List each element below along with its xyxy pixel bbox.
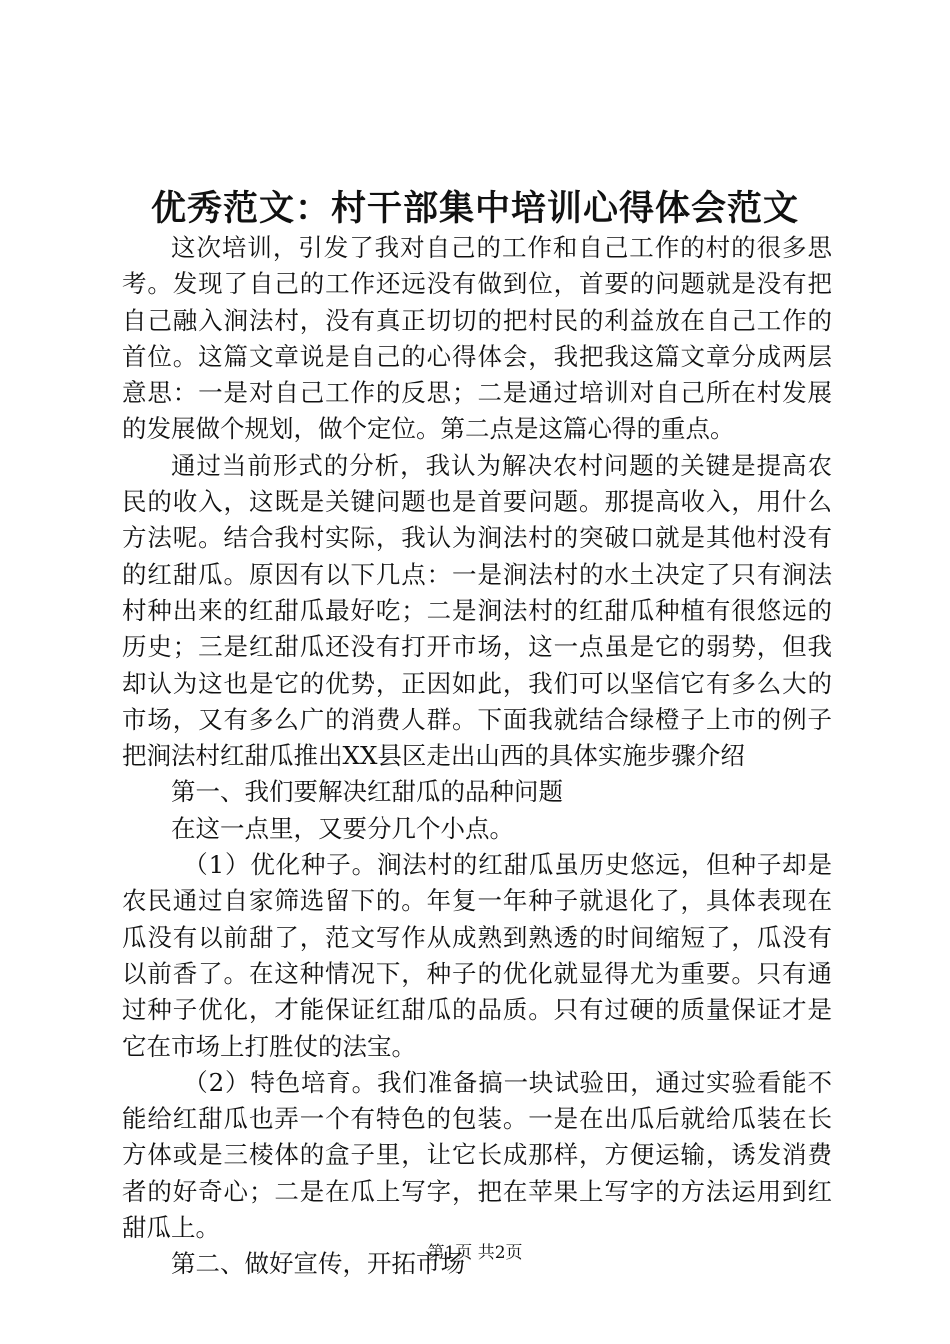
paragraph-seed-optimization: （1）优化种子。涧法村的红甜瓜虽历史悠远，但种子却是农民通过自家筛选留下的。年复一年种子就退化了，具体表现在瓜没有以前甜了，范文写作从成熟到熟透的时间缩短了，瓜没有以前香了。在这种情况下，种子的优化就显得尤为重要。只有通过种子优化，才能保证红甜瓜的品质。只有过硬的质量保证才是它在市场上打胜仗的法宝。 [122,850,832,1061]
page-footer: 第1页 共2页 [427,1243,523,1263]
document-body [122,230,832,1283]
paragraph-intro: 这次培训，引发了我对自己的工作和自己工作的村的很多思考。发现了自己的工作还远没有做到位，首要的问题就是没有把自己融入涧法村，没有真正切切的把村民的利益放在自己工作的首位。这篇文章说是自己的心得体会，我把我这篇文章分成两层意思：一是对自己工作的反思；二是通过培训对自己所在村发展的发展做个规划，做个定位。第二点是这篇心得的重点。 [122,233,832,444]
section-heading-first: 第一、我们要解决红甜瓜的品种问题 [171,777,563,807]
paragraph-analysis: 通过当前形式的分析，我认为解决农村问题的关键是提高农民的收入，这既是关键问题也是首要问题。那提高收入，用什么方法呢。结合我村实际，我认为涧法村的突破口就是其他村没有的红甜瓜。原因有以下几点：一是涧法村的水土决定了只有涧法村种出来的红甜瓜最好吃；二是涧法村的红甜瓜种植有很悠远的历史；三是红甜瓜还没有打开市场，这一点虽是它的弱势，但我却认为这也是它的优势，正因如此，我们可以坚信它有多么大的市场，又有多么广的消费人群。下面我就结合绿橙子上市的例子把涧法村红甜瓜推出XX县区走出山西的具体实施步骤介绍 [122,450,832,771]
paragraph-special-cultivation: （2）特色培育。我们准备搞一块试验田，通过实验看能不能给红甜瓜也弄一个有特色的包装。一是在出瓜后就给瓜装在长方体或是三棱体的盒子里，让它长成那样，方便运输，诱发消费者的好奇心；二是在瓜上写字，把在苹果上写字的方法运用到红甜瓜上。 [122,1067,832,1243]
paragraph-subpoints-intro: 在这一点里，又要分几个小点。 [171,813,514,843]
section-heading-second: 第二、做好宣传，开拓市场 [171,1249,465,1279]
document-title: 优秀范文：村干部集中培训心得体会范文 [150,188,799,229]
